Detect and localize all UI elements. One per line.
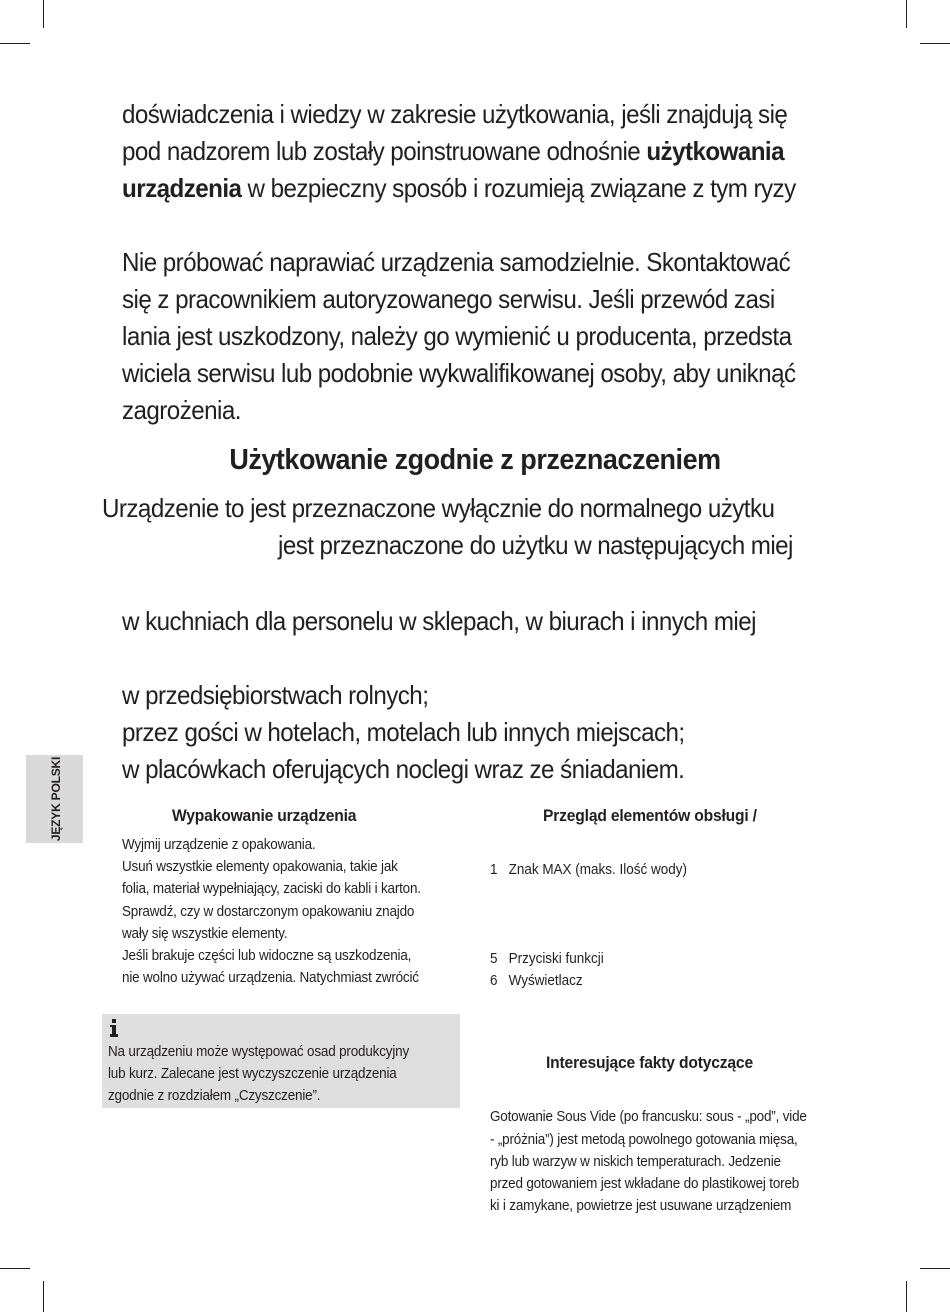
unpacking-line: Jeśli brakuje części lub widoczne są uszkodzenia, [122, 948, 412, 964]
unpacking-line: Usuń wszystkie elementy opakowania, takie jak [122, 859, 398, 875]
crop-mark [0, 1268, 30, 1269]
unpacking-line: Wyjmij urządzenie z opakowania. [122, 837, 316, 853]
body-text-line: doświadczenia i wiedzy w zakresie użytkowania, jeśli znajdują się [122, 99, 788, 129]
facts-title: Interesujące fakty dotyczące [546, 1053, 753, 1072]
body-text-line [122, 133, 784, 170]
body-text-line: lania jest uszkodzony, należy go wymienić u producenta, przedsta [122, 321, 792, 351]
item-number: 1 [490, 862, 498, 878]
crop-mark [43, 1281, 44, 1312]
crop-mark [0, 43, 30, 44]
body-text-line: Urządzenie to jest przeznaczone wyłącznie do normalnego użytku [102, 493, 775, 523]
body-text-line: Nie próbować naprawiać urządzenia samodzielnie. Skontaktować [122, 247, 791, 277]
info-note-line: Na urządzeniu może występować osad produkcyjny [108, 1044, 410, 1060]
language-label: JĘZYK POLSKI [49, 756, 63, 842]
body-text-line [122, 170, 796, 207]
list-line: w kuchniach dla personelu w sklepach, w biurach i innych miej [122, 606, 756, 636]
unpacking-line: Sprawdź, czy w dostarczonym opakowaniu znajdo [122, 904, 415, 920]
info-icon [109, 1019, 119, 1037]
crop-mark [906, 0, 907, 28]
controls-item [490, 973, 583, 989]
section-heading: Użytkowanie zgodnie z przeznaczeniem [229, 444, 721, 476]
item-number: 5 [490, 951, 498, 967]
crop-mark [43, 0, 44, 28]
language-side-tab [26, 755, 83, 843]
body-text-line: wiciela serwisu lub podobnie wykwalifikowanej osoby, aby uniknąć [122, 358, 796, 388]
unpacking-line: wały się wszystkie elementy. [122, 926, 288, 942]
unpacking-line: folia, materiał wypełniający, zaciski do kabli i karton. [122, 881, 421, 897]
facts-line: - „próżnia”) jest metodą powolnego gotowania mięsa, [490, 1132, 798, 1148]
body-text-line: zagrożenia. [122, 395, 241, 425]
list-line: w placówkach oferujących noclegi wraz ze śniadaniem. [122, 754, 685, 784]
crop-mark [920, 1268, 950, 1269]
info-note-box [102, 1014, 460, 1108]
body-text: pod nadzorem lub zostały poinstruowane odnośnie [122, 136, 647, 166]
facts-line: Gotowanie Sous Vide (po francusku: sous - „pod”, vide [490, 1109, 807, 1125]
body-text-bold: użytkowania [646, 136, 784, 166]
body-text-line: jest przeznaczone do użytku w następujących miej [278, 530, 793, 560]
unpacking-title: Wypakowanie urządzenia [172, 806, 357, 825]
facts-line: przed gotowaniem jest wkładane do plastikowej toreb [490, 1176, 800, 1192]
info-note-line: lub kurz. Zalecane jest wyczyszczenie urządzenia [108, 1066, 397, 1082]
body-text: w bezpieczny sposób i rozumieją związane z tym ryzy [241, 173, 796, 203]
item-label: Przyciski funkcji [508, 951, 604, 967]
body-text-bold: urządzenia [122, 173, 242, 203]
info-note-line: zgodnie z rozdziałem „Czyszczenie”. [108, 1088, 321, 1104]
controls-item [490, 951, 604, 967]
crop-mark [920, 43, 950, 44]
controls-item [490, 862, 687, 878]
controls-title: Przegląd elementów obsługi / [543, 806, 757, 825]
list-line: przez gości w hotelach, motelach lub innych miejscach; [122, 717, 685, 747]
facts-line: ki i zamykane, powietrze jest usuwane urządzeniem [490, 1198, 792, 1214]
crop-mark [906, 1281, 907, 1312]
body-text-line: się z pracownikiem autoryzowanego serwisu. Jeśli przewód zasi [122, 284, 775, 314]
item-label: Wyświetlacz [508, 973, 583, 989]
info-note-text [108, 1041, 409, 1107]
list-line: w przedsiębiorstwach rolnych; [122, 680, 429, 710]
item-number: 6 [490, 973, 498, 989]
facts-line: ryb lub warzyw w niskich temperaturach. Jedzenie [490, 1154, 781, 1170]
item-label: Znak MAX (maks. Ilość wody) [508, 862, 687, 878]
unpacking-line: nie wolno używać urządzenia. Natychmiast zwrócić [122, 970, 419, 986]
